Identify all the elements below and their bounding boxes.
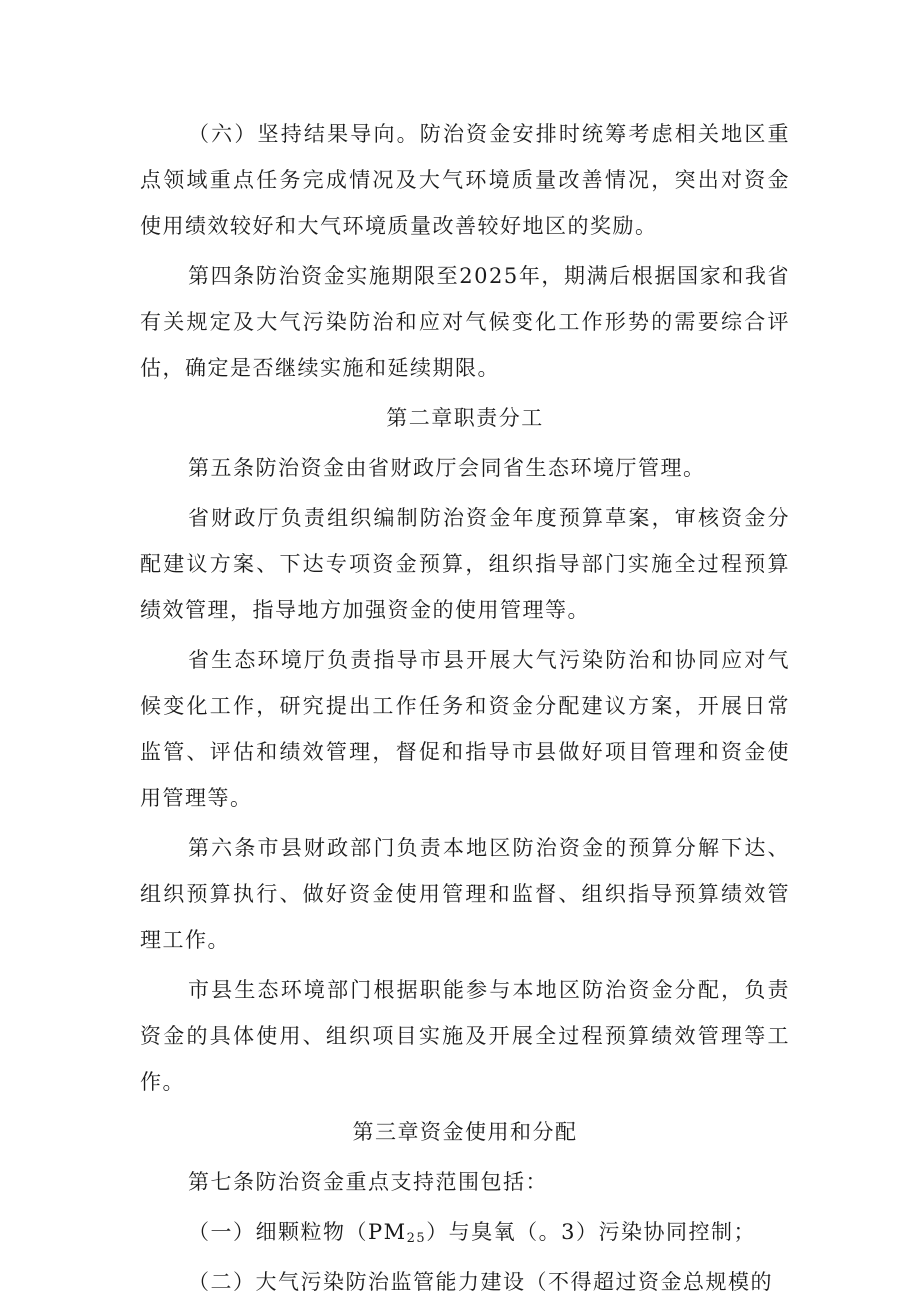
item-1-text-a: （一）细颗粒物（PM	[188, 1220, 407, 1244]
item-1-text-b: ）与臭氧（。3）污染协同控制；	[426, 1220, 757, 1244]
paragraph-article-4: 第四条防治资金实施期限至2025年，期满后根据国家和我省有关规定及大气污染防治和应对气候变化工作形势的需要综合评估，确定是否继续实施和延续期限。	[140, 264, 790, 380]
paragraph-result-oriented: （六）坚持结果导向。防治资金安排时统筹考虑相关地区重点领域重点任务完成情况及大气环境质量改善情况，突出对资金使用绩效较好和大气环境质量改善较好地区的奖励。	[140, 122, 790, 238]
paragraph-item-2: （二）大气污染防治监管能力建设（不得超过资金总规模的	[188, 1270, 773, 1294]
paragraph-env-dept: 省生态环境厅负责指导市县开展大气污染防治和协同应对气候变化工作，研究提出工作任务和资金分配建议方案，开展日常监管、评估和绩效管理，督促和指导市县做好项目管理和资金使用管理等。	[140, 648, 790, 810]
chapter-2-heading: 第二章职责分工	[386, 406, 544, 430]
paragraph-article-7: 第七条防治资金重点支持范围包括：	[188, 1170, 548, 1194]
paragraph-item-1	[140, 1209, 790, 1255]
paragraph-finance-dept: 省财政厅负责组织编制防治资金年度预算草案，审核资金分配建议方案、下达专项资金预算，组织指导部门实施全过程预算绩效管理，指导地方加强资金的使用管理等。	[140, 506, 790, 622]
chapter-3-heading: 第三章资金使用和分配	[352, 1120, 578, 1144]
paragraph-article-6: 第六条市县财政部门负责本地区防治资金的预算分解下达、组织预算执行、做好资金使用管理和监督、组织指导预算绩效管理工作。	[140, 836, 790, 952]
paragraph-article-5: 第五条防治资金由省财政厅会同省生态环境厅管理。	[188, 456, 706, 480]
pm-subscript: 25	[406, 1231, 427, 1246]
paragraph-local-env-dept: 市县生态环境部门根据职能参与本地区防治资金分配，负责资金的具体使用、组织项目实施及开展全过程预算绩效管理等工作。	[140, 978, 790, 1094]
